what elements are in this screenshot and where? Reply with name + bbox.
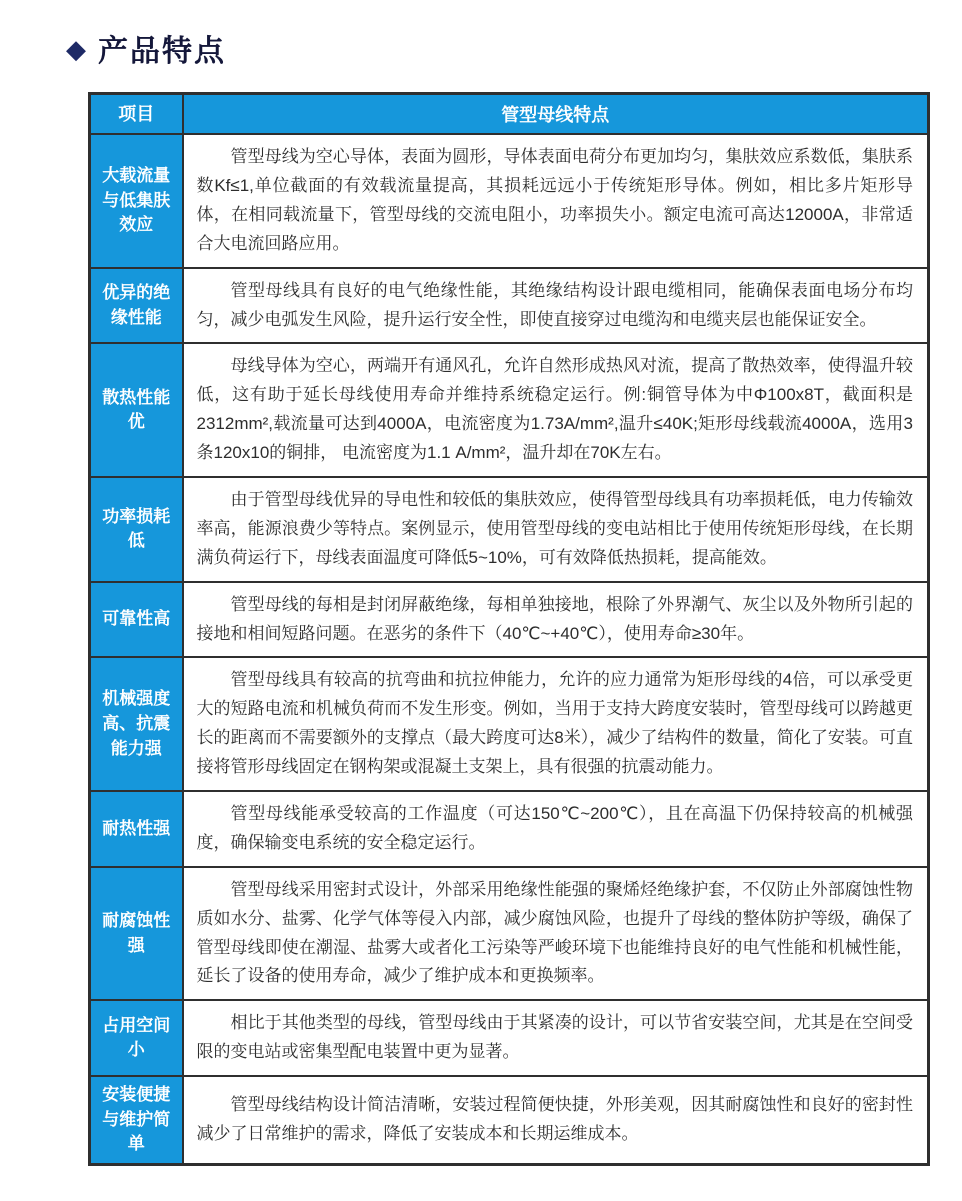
row-content: [183, 1076, 929, 1164]
row-label: 散热性能优: [90, 343, 183, 477]
row-content-text: 管型母线具有较高的抗弯曲和抗拉伸能力，允许的应力通常为矩形母线的4倍，可以承受更大的短路电流和机械负荷而不发生形变。例如，当用于支持大跨度安装时，管型母线可以跨越更长的距离而不需要额外的支撑点（最大跨度可达8米），减少了结构件的数量，简化了安装。可直接将管形母线固定在钢构架或混凝土支架上，具有很强的抗震动能力。: [196, 670, 913, 777]
row-content-text: 管型母线为空心导体，表面为圆形，导体表面电荷分布更加均匀，集肤效应系数低，集肤系数Kf≤1,单位截面的有效载流量提高，其损耗远远小于传统矩形导体。例如，相比多片矩形导体，在相同载流量下，管型母线的交流电阻小，功率损失小。额定电流可高达12000A，非常适合大电流回路应用。: [196, 147, 913, 253]
row-label: 功率损耗低: [90, 477, 183, 582]
table-row-insulation: [90, 268, 929, 344]
column-header-features: 管型母线特点: [183, 94, 929, 135]
row-content-text: 管型母线采用密封式设计，外部采用绝缘性能强的聚烯烃绝缘护套，不仅防止外部腐蚀性物质如水分、盐雾、化学气体等侵入内部，减少腐蚀风险，也提升了母线的整体防护等级，确保了管型母线即使在潮湿、盐雾大或者化工污染等严峻环境下也能维持良好的电气性能和机械性能，延长了设备的使用寿命，减少了维护成本和更换频率。: [196, 879, 913, 986]
row-content: [183, 582, 929, 658]
table-row-reliability: [90, 582, 929, 658]
row-label: 耐热性强: [90, 791, 183, 867]
row-label: 占用空间小: [90, 1000, 183, 1076]
row-content: [183, 343, 929, 477]
page-title: [66, 26, 962, 70]
row-content: [183, 134, 929, 268]
page-title-text: 产品特点: [98, 35, 226, 68]
row-content-text: 相比于其他类型的母线，管型母线由于其紧凑的设计，可以节省安装空间，尤其是在空间受限的变电站或密集型配电装置中更为显著。: [196, 1013, 913, 1062]
table-row-easy-install: [90, 1076, 929, 1164]
table-row-high-current: [90, 134, 929, 268]
row-label: 大载流量与低集肤效应: [90, 134, 183, 268]
table-header-row: [90, 94, 929, 135]
row-label: 机械强度高、抗震能力强: [90, 657, 183, 791]
table-row-mechanical-strength: [90, 657, 929, 791]
table-row-corrosion-resistance: [90, 867, 929, 1001]
row-content: [183, 791, 929, 867]
row-label: 优异的绝缘性能: [90, 268, 183, 344]
row-label: 耐腐蚀性强: [90, 867, 183, 1001]
diamond-icon: ◆: [66, 34, 86, 64]
table-row-low-power-loss: [90, 477, 929, 582]
row-content-text: 管型母线结构设计简洁清晰，安装过程简便快捷，外形美观，因其耐腐蚀性和良好的密封性减少了日常维护的需求，降低了安装成本和长期运维成本。: [196, 1095, 913, 1144]
table-row-small-footprint: [90, 1000, 929, 1076]
row-label: 安装便捷与维护简单: [90, 1076, 183, 1164]
table-row-heat-dissipation: [90, 343, 929, 477]
row-content-text: 由于管型母线优异的导电性和较低的集肤效应，使得管型母线具有功率损耗低，电力传输效率高，能源浪费少等特点。案例显示，使用管型母线的变电站相比于使用传统矩形母线，在长期满负荷运行下，母线表面温度可降低5~10%，可有效降低热损耗，提高能效。: [196, 490, 913, 567]
features-table: [88, 92, 930, 1166]
row-content: [183, 268, 929, 344]
row-label: 可靠性高: [90, 582, 183, 658]
row-content: [183, 657, 929, 791]
row-content-text: 母线导体为空心，两端开有通风孔，允许自然形成热风对流，提高了散热效率，使得温升较低，这有助于延长母线使用寿命并维持系统稳定运行。例:铜管导体为中Φ100x8T，截面积是2312mm²,载流量可达到4000A，电流密度为1.73A/mm²,温升≤40K;矩形母线载流4000A，选用3条120x10的铜排， 电流密度为1.1 A/mm²，温升却在70K左右。: [196, 356, 913, 463]
row-content: [183, 1000, 929, 1076]
column-header-item: 项目: [90, 94, 183, 135]
row-content: [183, 867, 929, 1001]
row-content-text: 管型母线的每相是封闭屏蔽绝缘，每相单独接地，根除了外界潮气、灰尘以及外物所引起的接地和相间短路问题。在恶劣的条件下（40℃~+40℃），使用寿命≥30年。: [196, 594, 913, 643]
table-row-heat-resistance: [90, 791, 929, 867]
row-content: [183, 477, 929, 582]
row-content-text: 管型母线具有良好的电气绝缘性能，其绝缘结构设计跟电缆相同，能确保表面电场分布均匀，减少电弧发生风险，提升运行安全性，即使直接穿过电缆沟和电缆夹层也能保证安全。: [196, 280, 913, 329]
row-content-text: 管型母线能承受较高的工作温度（可达150℃~200℃），且在高温下仍保持较高的机械强度，确保输变电系统的安全稳定运行。: [196, 804, 913, 852]
